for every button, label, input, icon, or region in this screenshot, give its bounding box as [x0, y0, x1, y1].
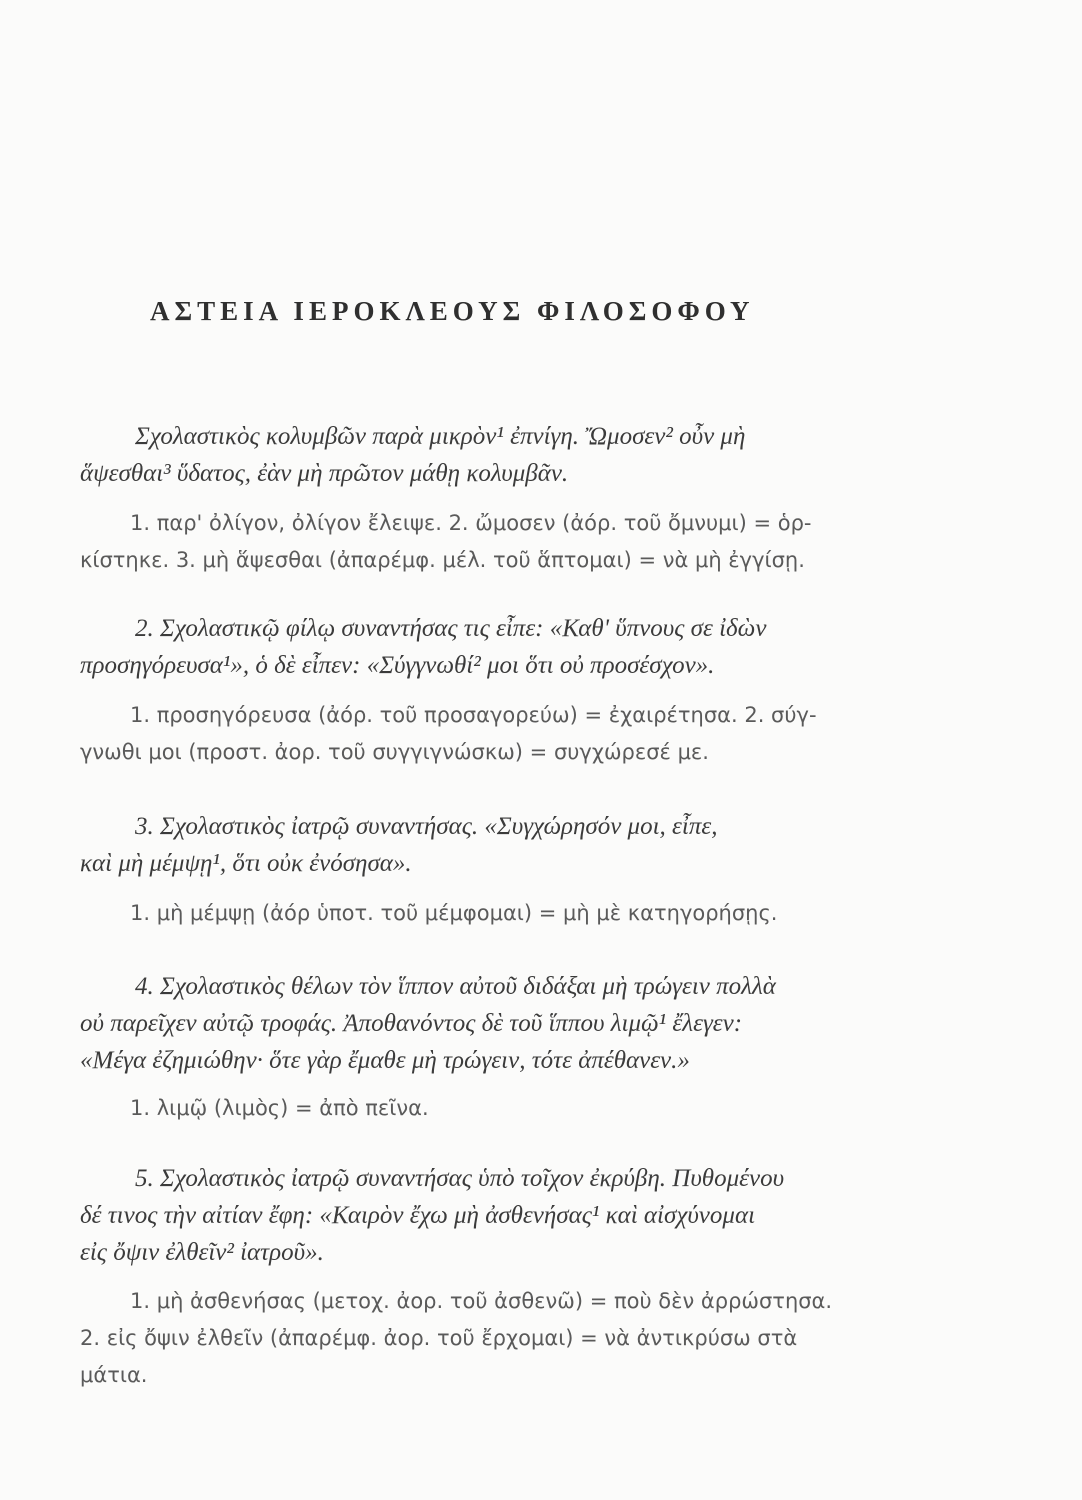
- gloss-line: 1. λιμῷ (λιμὸς) = ἀπὸ πεῖνα.: [130, 1096, 429, 1120]
- gloss-line: 1. παρ' ὀλίγον, ὀλίγον ἔλειψε. 2. ὤμοσεν (ἀόρ. τοῦ ὄμνυμι) = ὁρ-: [130, 511, 812, 535]
- gloss-line: μάτια.: [80, 1363, 148, 1387]
- anecdote-line: ἅψεσθαι³ ὕδατος, ἐὰν μὴ πρῶτον μάθῃ κολυμβᾶν.: [80, 460, 569, 487]
- anecdote-line: καὶ μὴ μέμψῃ¹, ὅτι οὐκ ἐνόσησα».: [80, 850, 412, 877]
- anecdote-line: 4. Σχολαστικὸς θέλων τὸν ἵππον αὐτοῦ διδάξαι μὴ τρώγειν πολλὰ: [135, 973, 776, 1000]
- anecdote-line: «Μέγα ἐζημιώθην· ὅτε γὰρ ἔμαθε μὴ τρώγειν, τότε ἀπέθανεν.»: [80, 1047, 690, 1074]
- anecdote-line: 5. Σχολαστικὸς ἰατρῷ συναντήσας ὑπὸ τοῖχον ἐκρύβη. Πυθομένου: [135, 1165, 785, 1192]
- gloss-3: [80, 895, 900, 932]
- anecdote-line: οὐ παρεῖχεν αὐτῷ τροφάς. Ἀποθανόντος δὲ τοῦ ἵππου λιμῷ¹ ἔλεγεν:: [80, 1010, 743, 1037]
- page-title: ΑΣΤΕΙΑ ΙΕΡΟΚΛΕΟΥΣ ΦΙΛΟΣΟΦΟΥ: [150, 296, 755, 326]
- anecdote-line: προσηγόρευσα¹», ὁ δὲ εἶπεν: «Σύγγνωθί² μοι ὅτι οὐ προσέσχον».: [80, 652, 715, 679]
- anecdote-2: [80, 610, 900, 684]
- gloss-2: [80, 697, 900, 771]
- anecdote-3: [80, 808, 900, 882]
- gloss-line: 1. προσηγόρευσα (ἀόρ. τοῦ προσαγορεύω) = ἐχαιρέτησα. 2. σύγ-: [130, 703, 817, 727]
- gloss-4: [80, 1090, 900, 1127]
- anecdote-1: [80, 418, 900, 492]
- gloss-line: 1. μὴ μέμψῃ (ἀόρ ὑποτ. τοῦ μέμφομαι) = μὴ μὲ κατηγορήσῃς.: [130, 901, 778, 925]
- gloss-line: κίστηκε. 3. μὴ ἅψεσθαι (ἀπαρέμφ. μέλ. τοῦ ἅπτομαι) = νὰ μὴ ἐγγίσῃ.: [80, 548, 805, 572]
- anecdote-4: [80, 968, 900, 1079]
- anecdote-line: 3. Σχολαστικὸς ἰατρῷ συναντήσας. «Συγχώρησόν μοι, εἶπε,: [135, 813, 718, 840]
- anecdote-line: Σχολαστικὸς κολυμβῶν παρὰ μικρὸν¹ ἐπνίγη. Ὤμοσεν² οὖν μὴ: [135, 423, 746, 450]
- gloss-5: [80, 1283, 900, 1394]
- gloss-line: 2. εἰς ὄψιν ἐλθεῖν (ἀπαρέμφ. ἀορ. τοῦ ἔρχομαι) = νὰ ἀντικρύσω στὰ: [80, 1326, 798, 1350]
- anecdote-line: 2. Σχολαστικῷ φίλῳ συναντήσας τις εἶπε: «Καθ' ὕπνους σε ἰδὼν: [135, 615, 767, 642]
- anecdote-line: εἰς ὄψιν ἐλθεῖν² ἰατροῦ».: [80, 1239, 324, 1266]
- gloss-1: [80, 505, 900, 579]
- anecdote-line: δέ τινος τὴν αἰτίαν ἔφη: «Καιρὸν ἔχω μὴ ἀσθενήσας¹ καὶ αἰσχύνομαι: [80, 1202, 756, 1229]
- anecdote-5: [80, 1160, 900, 1271]
- gloss-line: γνωθι μοι (προστ. ἀορ. τοῦ συγγιγνώσκω) = συγχώρεσέ με.: [80, 740, 709, 764]
- gloss-line: 1. μὴ ἀσθενήσας (μετοχ. ἀορ. τοῦ ἀσθενῶ) = ποὺ δὲν ἀρρώστησα.: [130, 1289, 833, 1313]
